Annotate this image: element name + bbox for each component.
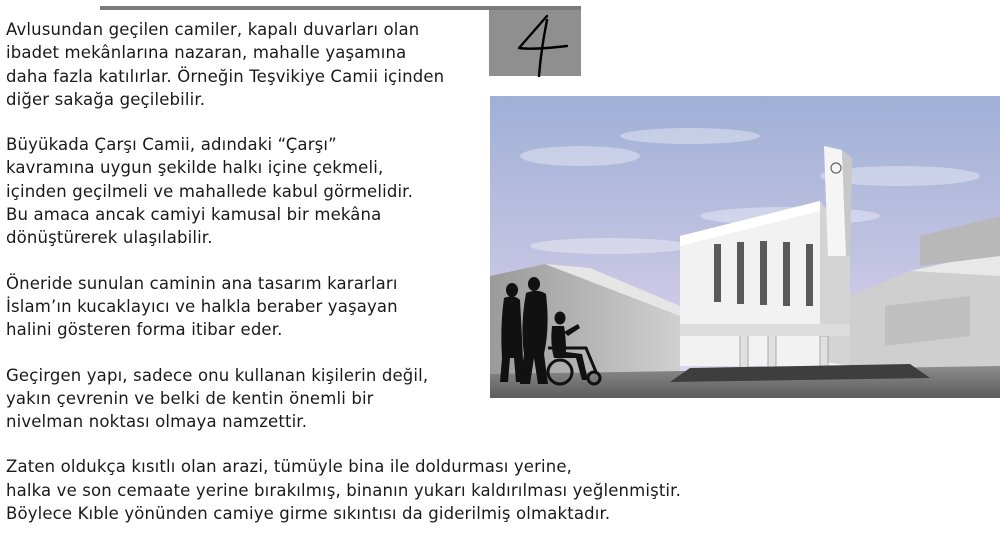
text-line: Bu amaca ancak camiyi kamusal bir mekâna (6, 205, 382, 225)
text-line: halini gösteren forma itibar eder. (6, 320, 283, 340)
text-line: Zaten oldukça kısıtlı olan arazi, tümüyle bina ile doldurması yerine, (6, 457, 573, 477)
text-line: Avlusundan geçilen camiler, kapalı duvarları olan (6, 20, 420, 39)
text-line: diğer sakağa geçilebilir. (6, 89, 206, 109)
text-line: daha fazla katılırlar. Örneğin Teşvikiye Camii içinden (6, 66, 445, 86)
text-line: Büyükada Çarşı Camii, adındaki “Çarşı” (6, 135, 337, 155)
architectural-rendering (490, 96, 1000, 398)
text-line: Geçirgen yapı, sadece onu kullanan kişilerin değil, (6, 365, 429, 385)
text-line: ibadet mekânlarına nazaran, mahalle yaşamına (6, 43, 407, 63)
text-line: yakın çevrenin ve belki de kentin önemli bir (6, 388, 374, 408)
text-line: kavramına uygun şekilde halkı içine çekmeli, (6, 158, 384, 178)
text-line: İslam’ın kucaklayıcı ve halkla beraber yaşayan (6, 296, 398, 316)
text-line: nivelman noktası olmaya namzettir. (6, 412, 308, 432)
paragraph-5 (6, 455, 726, 525)
text-line: dönüştürerek ulaşılabilir. (6, 228, 213, 248)
text-line: halka ve son cemaate yerine bırakılmış, binanın yukarı kaldırılması yeğlenmiştir. (6, 480, 681, 500)
text-line: içinden geçilmeli ve mahallede kabul görmelidir. (6, 181, 413, 201)
text-line: Böylece Kıble yönünden camiye girme sıkıntısı da giderilmiş olmaktadır. (6, 504, 611, 524)
text-line: Öneride sunulan caminin ana tasarım kararları (6, 273, 398, 293)
